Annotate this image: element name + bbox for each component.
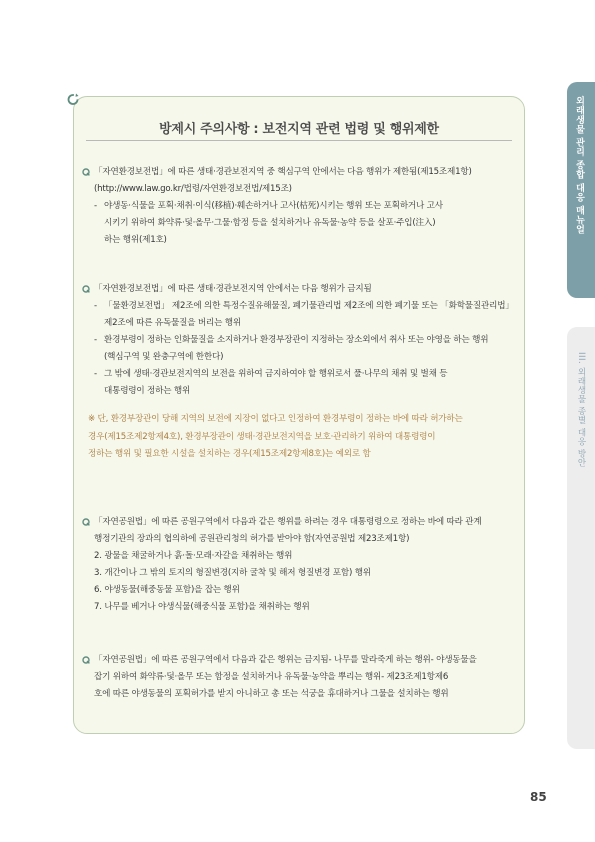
exception-note [88,411,516,464]
section-lead-cont: 호에 따른 야생동물의 포획허가를 받지 아니하고 총 또는 석궁을 휴대하거나 그물을 설치하는 행위 [94,689,449,699]
page-title: 방제시 주의사항 : 보전지역 관련 법령 및 행위제한 [159,122,439,137]
numbered-item: 7. 나무를 베거나 야생식물(해중식물 포함)을 채취하는 행위 [94,602,310,612]
numbered-item: 3. 개간이나 그 밖의 토지의 형질변경(지하 굴착 및 해저 형질변경 포함) 행위 [94,568,371,578]
list-item: 야생동·식물을 포획·채취·이식(移植)·훼손하거나 고사(枯死)시키는 행위 또는 포획하거나 고사 [104,201,443,211]
list-item-cont: 제2조에 따른 유독물질을 버리는 행위 [104,318,241,328]
section-3 [82,514,520,616]
section-1: 「자연환경보전법」에 따른 생태·경관보전지역 중 핵심구역 안에서는 다음 행위가 제한됨(제15조제1항) (http://www.law.go.kr/법령/자연환경보전법/제15조) - 야생동·식물을 포획·채취·이식(移植)·훼손하거나 고사(枯死)시키는 행위 또는 포획하거나 고사 시키기 위하여 화약류·덫·올무·그물·함정 등을 설치하거나 유독물·농약 등을 살포·주입(注入) 하는 행위(제1호) [82,164,520,249]
q-bullet-icon [82,656,90,664]
list-item-cont: 대통령령이 정하는 행위 [104,386,191,396]
list-item: 그 밖에 생태·경관보전지역의 보전을 위하여 금지하여야 할 행위로서 풀·나무의 채취 및 벌채 등 [104,369,448,379]
chapter-tab-label: 외래생물 관리 종합 대응 매뉴얼 [574,96,584,235]
section-2: 「자연환경보전법」에 따른 생태·경관보전지역 안에서는 다음 행위가 금지됨 - 「물환경보전법」 제2조에 의한 특정수질유해물질, 폐기물관리법 제2조에 의한 폐기물 또는 「화학물질관리법」 제2조에 따른 유독물질을 버리는 행위 - 환경부령이 정하는 인화물질을 소지하거나 환경부장관이 지정하는 장소외에서 취사 또는 야영을 하는 행위 (핵심구역 및 완충구역에 한한다) - 그 밖에 생태·경관보전지역의 보전을 위하여 금지하여야 할 행위로서 풀·나무의 채취 및 벌채 등 대통령령이 정하는 행위 [82,281,520,400]
section-lead: 「자연공원법」에 따른 공원구역에서 다음과 같은 행위를 하려는 경우 대통령령으로 정하는 바에 따라 관계 [94,517,482,527]
section-lead: 「자연환경보전법」에 따른 생태·경관보전지역 안에서는 다음 행위가 금지됨 [94,284,372,294]
section-tab-label: III. 외래생물 종별 대응 방안 [576,352,586,468]
q-bullet-icon [82,518,90,526]
note-line: 정하는 행위 및 필요한 시설을 설치하는 경우(제15조제2항제8호)는 예외로 함 [88,449,371,459]
q-bullet-icon [82,168,90,176]
section-lead-cont: 잡기 위하여 화약류·덫·올무 또는 함정을 설치하거나 유독물·농약을 뿌리는 행위- 제23조제1항제6 [94,672,449,682]
list-item: 「물환경보전법」 제2조에 의한 특정수질유해물질, 폐기물관리법 제2조에 의한 폐기물 또는 「화학물질관리법」 [104,301,514,311]
title-divider [86,140,512,141]
section-4 [82,652,520,703]
refresh-icon [66,92,80,106]
note-line: 경우(제15조제2항제4호), 환경부장관이 생태·경관보전지역을 보호·관리하기 위하여 대통령령이 [88,431,436,442]
list-item-cont: 시키기 위하여 화약류·덫·올무·그물·함정 등을 설치하거나 유독물·농약 등을 살포·주입(注入) [104,218,436,228]
note-line: ※ 단, 환경부장관이 당해 지역의 보전에 지장이 없다고 인정하여 환경부령이 정하는 바에 따라 허가하는 [88,414,463,424]
page-number: 85 [530,790,547,804]
list-item-cont: 하는 행위(제1호) [104,235,167,245]
list-item-cont: (핵심구역 및 완충구역에 한한다) [104,352,224,362]
numbered-item: 2. 광물을 채굴하거나 흙·돌·모래·자갈을 채취하는 행위 [94,551,293,561]
section-lead: 「자연환경보전법」에 따른 생태·경관보전지역 중 핵심구역 안에서는 다음 행위가 제한됨(제15조제1항) [94,167,472,177]
section-lead: 「자연공원법」에 따른 공원구역에서 다음과 같은 행위는 금지됨- 나무를 말라죽게 하는 행위- 야생동물을 [94,655,477,665]
numbered-item: 6. 야생동물(해중동물 포함)을 잡는 행위 [94,585,240,595]
law-url-text: (http://www.law.go.kr/법령/자연환경보전법/제15조) [94,184,292,194]
section-lead-cont: 행정기관의 장과의 협의하에 공원관리청의 허가를 받아야 함(자연공원법 제23조제1항) [94,534,410,544]
q-bullet-icon [82,285,90,293]
list-item: 환경부령이 정하는 인화물질을 소지하거나 환경부장관이 지정하는 장소외에서 취사 또는 야영을 하는 행위 [104,335,489,345]
